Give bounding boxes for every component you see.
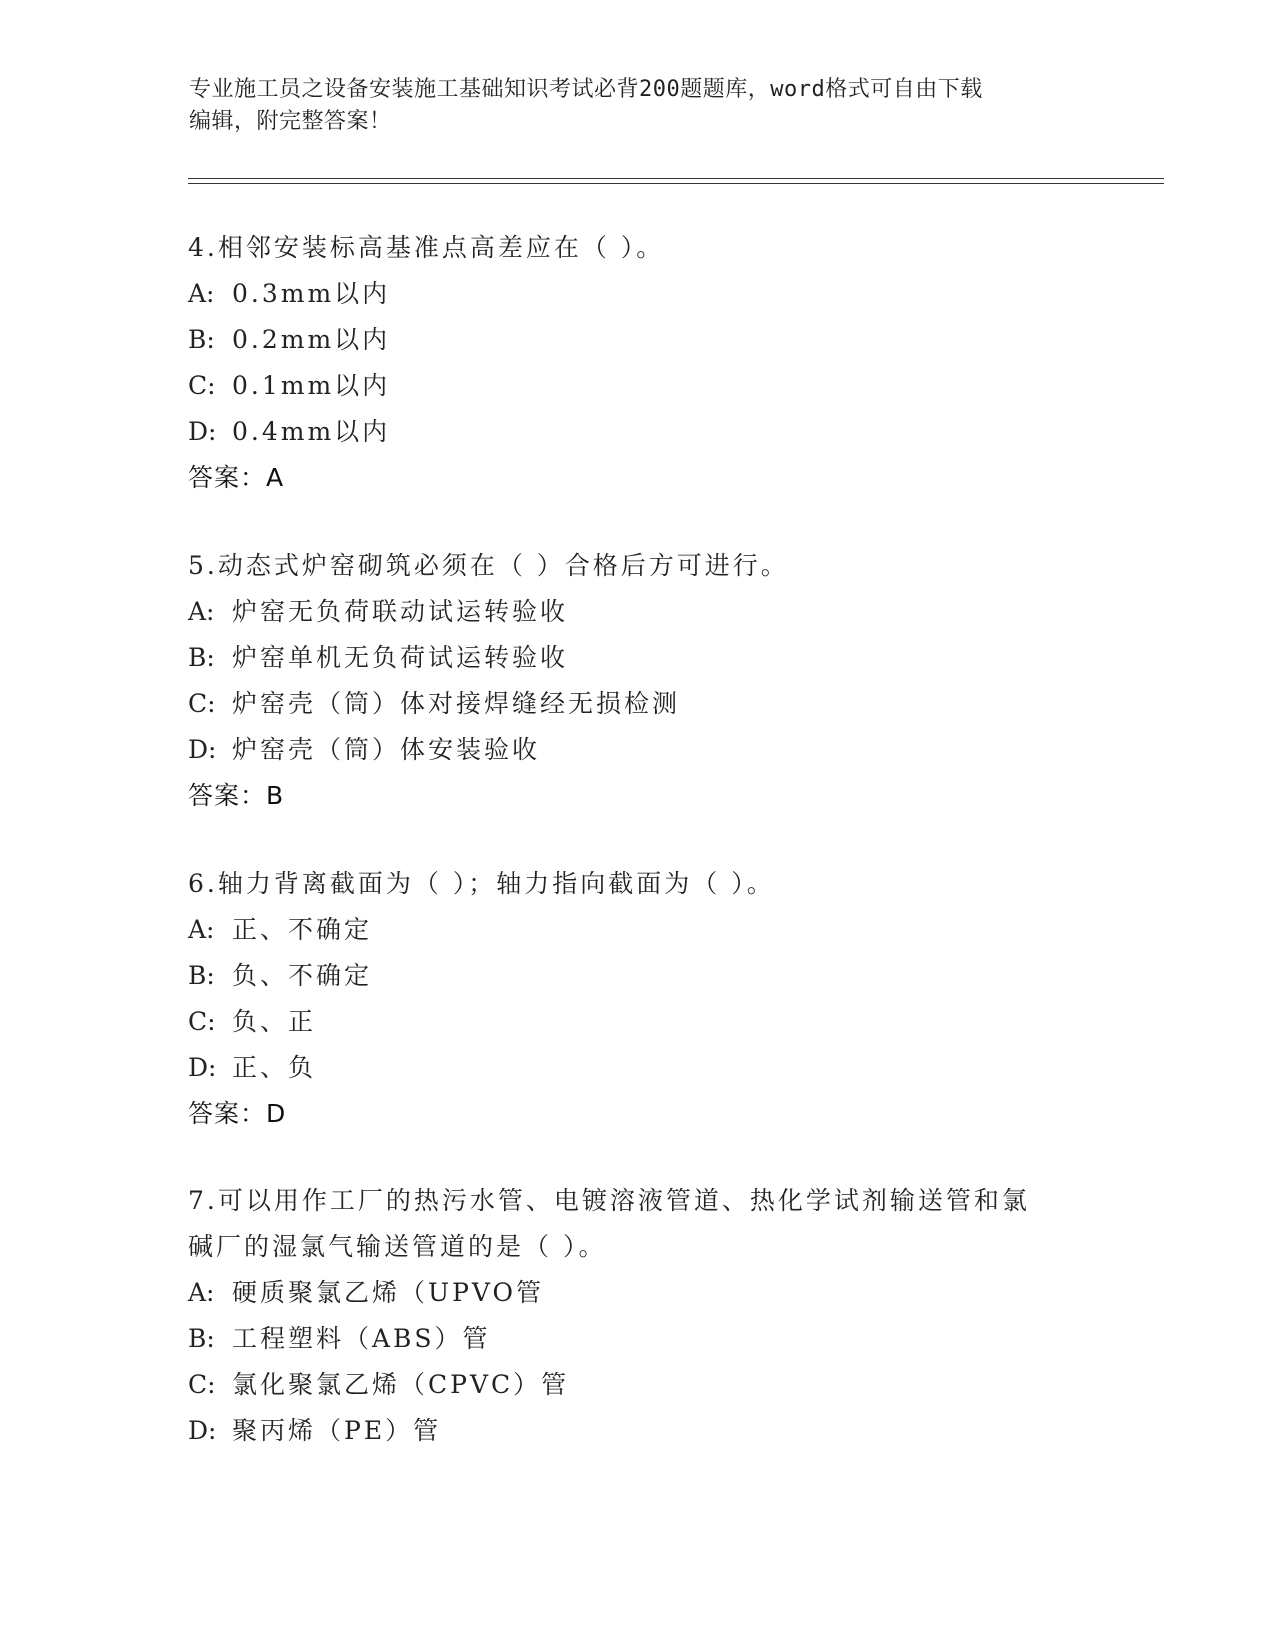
question-6: [188, 861, 1088, 1137]
option-text: 正、负: [232, 1053, 317, 1082]
option-b: [188, 953, 1088, 999]
option-d: [188, 1408, 1088, 1454]
option-c: [188, 681, 1088, 727]
option-c: [188, 1362, 1088, 1408]
option-b: [188, 635, 1088, 681]
option-d: [188, 727, 1088, 773]
header-title-line1: 专业施工员之设备安装施工基础知识考试必背200题题库，word格式可自由下载: [189, 77, 983, 102]
option-text: 负、不确定: [232, 961, 373, 990]
option-a: [188, 589, 1088, 635]
question-7: [188, 1178, 1088, 1454]
option-b: [188, 317, 1088, 363]
question-5: [188, 543, 1088, 819]
question-title: 7.可以用作工厂的热污水管、电镀溶液管道、热化学试剂输送管和氯: [188, 1186, 1030, 1215]
option-text: 炉窑无负荷联动试运转验收: [232, 597, 569, 626]
option-d: [188, 1045, 1088, 1091]
option-text: 负、正: [232, 1007, 317, 1036]
option-text: 炉窑单机无负荷试运转验收: [232, 643, 569, 672]
question-title-continued: 碱厂的湿氯气输送管道的是（ ）。: [188, 1232, 607, 1261]
option-c: [188, 363, 1088, 409]
question-title: 4.相邻安装标高基准点高差应在（ ）。: [188, 233, 665, 262]
option-letter: D:: [188, 1416, 217, 1445]
document-header: [189, 74, 1069, 138]
option-letter: B:: [188, 643, 215, 672]
option-text: 0.1mm以内: [232, 371, 391, 400]
answer-line: 答案：A: [188, 463, 285, 492]
option-d: [188, 409, 1088, 455]
option-letter: C:: [188, 1370, 216, 1399]
option-text: 0.2mm以内: [232, 325, 391, 354]
option-text: 正、不确定: [232, 915, 373, 944]
option-letter: D:: [188, 1053, 217, 1082]
option-c: [188, 999, 1088, 1045]
option-a: [188, 271, 1088, 317]
option-letter: B:: [188, 1324, 215, 1353]
option-letter: A:: [188, 279, 215, 308]
option-text: 炉窑壳（筒）体对接焊缝经无损检测: [232, 689, 681, 718]
option-a: [188, 1270, 1088, 1316]
option-letter: D:: [188, 735, 217, 764]
option-letter: B:: [188, 961, 215, 990]
question-title: 5.动态式炉窑砌筑必须在（ ）合格后方可进行。: [188, 551, 789, 580]
header-title-line2: 编辑，附完整答案！: [189, 109, 392, 134]
option-text: 0.3mm以内: [232, 279, 391, 308]
option-letter: A:: [188, 597, 215, 626]
question-4: [188, 225, 1088, 501]
option-letter: A:: [188, 915, 215, 944]
option-text: 0.4mm以内: [232, 417, 391, 446]
option-letter: C:: [188, 1007, 216, 1036]
option-letter: C:: [188, 689, 216, 718]
option-text: 氯化聚氯乙烯（CPVC）管: [232, 1370, 570, 1399]
option-letter: A:: [188, 1278, 215, 1307]
option-letter: B:: [188, 325, 215, 354]
option-letter: C:: [188, 371, 216, 400]
option-text: 炉窑壳（筒）体安装验收: [232, 735, 541, 764]
option-text: 硬质聚氯乙烯（UPVO管: [232, 1278, 545, 1307]
option-letter: D:: [188, 417, 217, 446]
answer-line: 答案：D: [188, 1099, 287, 1128]
option-a: [188, 907, 1088, 953]
question-title: 6.轴力背离截面为（ ）；轴力指向截面为（ ）。: [188, 869, 775, 898]
option-text: 工程塑料（ABS）管: [232, 1324, 491, 1353]
answer-line: 答案：B: [188, 781, 285, 810]
option-text: 聚丙烯（PE）管: [232, 1416, 442, 1445]
header-divider: [188, 178, 1164, 184]
option-b: [188, 1316, 1088, 1362]
